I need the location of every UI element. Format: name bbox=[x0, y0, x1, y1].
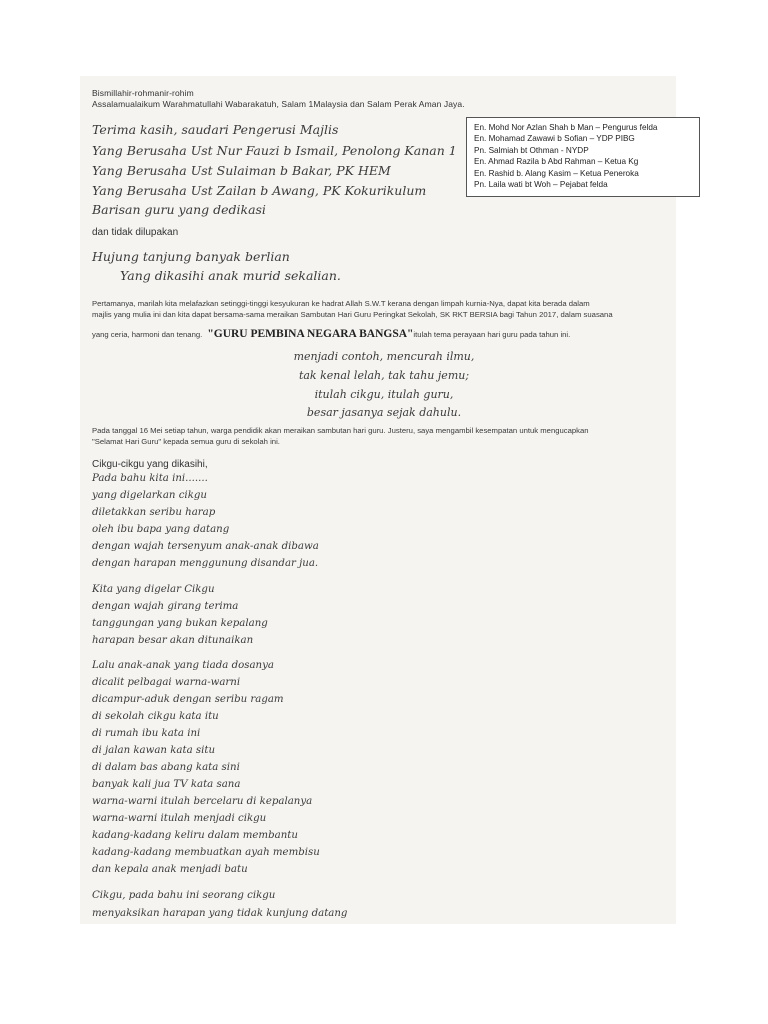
guest-list-item: En. Mohamad Zawawi b Sofian – YDP PIBG bbox=[474, 134, 635, 144]
poem-line: kadang-kadang membuatkan ayah membisu bbox=[92, 847, 320, 858]
poem-line: dicalit pelbagai warna-warni bbox=[92, 677, 241, 688]
poem-line: dan kepala anak menjadi batu bbox=[92, 864, 248, 875]
poem-line: dengan wajah girang terima bbox=[92, 601, 239, 612]
poem-line: warna-warni itulah menjadi cikgu bbox=[92, 813, 267, 824]
poem-line: warna-warni itulah bercelaru di kepalanya bbox=[92, 796, 313, 807]
intro-line-suffix: itulah tema perayaan hari guru pada tahun ini. bbox=[413, 330, 571, 339]
date-paragraph-line: "Selamat Hari Guru" kepada semua guru di sekolah ini. bbox=[92, 437, 280, 446]
guest-list-item: En. Ahmad Razila b Abd Rahman – Ketua Kg bbox=[474, 157, 639, 167]
poem-line: kadang-kadang keliru dalam membantu bbox=[92, 830, 298, 841]
center-verse-line: itulah cikgu, itulah guru, bbox=[314, 388, 454, 401]
poem-line: di sekolah cikgu kata itu bbox=[92, 711, 219, 722]
date-paragraph-line: Pada tanggal 16 Mei setiap tahun, warga pendidik akan meraikan sambutan hari guru. Justeru, saya mengambil kesempatan untuk mengucapkan bbox=[92, 426, 589, 435]
pantun-line: Hujung tanjung banyak berlian bbox=[92, 249, 290, 264]
poem-line: diletakkan seribu harap bbox=[92, 507, 216, 518]
poem-line: di dalam bas abang kata sini bbox=[92, 762, 240, 773]
poem-line: dicampur-aduk dengan seribu ragam bbox=[92, 694, 284, 705]
poem-line: yang digelarkan cikgu bbox=[92, 490, 207, 501]
poem-line: dengan harapan menggunung disandar jua. bbox=[92, 558, 319, 569]
intro-line-prefix: yang ceria, harmoni dan tenang. bbox=[92, 330, 203, 339]
intro-line: Pertamanya, marilah kita melafazkan setinggi-tinggi kesyukuran ke hadrat Allah S.W.T kerana dengan limpah kurnia-Nya, dapat kita berada dalam bbox=[92, 299, 590, 308]
poem-line: di rumah ibu kata ini bbox=[92, 728, 201, 739]
poem-line: di jalan kawan kata situ bbox=[92, 745, 216, 756]
bismillah-line: Bismillahir-rohmanir-rohim bbox=[92, 88, 194, 98]
poem-line: Kita yang digelar Cikgu bbox=[92, 584, 215, 595]
greeting-line: Terima kasih, saudari Pengerusi Majlis bbox=[92, 122, 339, 137]
poem-line: Lalu anak-anak yang tiada dosanya bbox=[92, 660, 274, 671]
poem-line: Pada bahu kita ini....... bbox=[92, 473, 208, 484]
poem-line: harapan besar akan ditunaikan bbox=[92, 635, 254, 646]
poem-line: banyak kali jua TV kata sana bbox=[92, 779, 241, 790]
center-verse-line: tak kenal lelah, tak tahu jemu; bbox=[298, 369, 470, 382]
poem-line: oleh ibu bapa yang datang bbox=[92, 524, 230, 535]
guest-list-item: En. Mohd Nor Azlan Shah b Man – Pengurus felda bbox=[474, 123, 658, 132]
address-line: Cikgu-cikgu yang dikasihi, bbox=[92, 459, 208, 470]
guest-list-item: En. Rashid b. Alang Kasim – Ketua Peneroka bbox=[474, 168, 639, 178]
guest-list-item: Pn. Laila wati bt Woh – Pejabat felda bbox=[474, 180, 608, 190]
greeting-line: Yang Berusaha Ust Sulaiman b Bakar, PK HEM bbox=[92, 163, 391, 178]
greeting-line: Yang Berusaha Ust Zailan b Awang, PK Kokurikulum bbox=[92, 183, 427, 198]
poem-line: dengan wajah tersenyum anak-anak dibawa bbox=[92, 541, 319, 552]
poem-line: tanggungan yang bukan kepalang bbox=[92, 618, 268, 629]
poem-line: Cikgu, pada bahu ini seorang cikgu bbox=[92, 890, 276, 901]
pantun-line: Yang dikasihi anak murid sekalian. bbox=[120, 268, 341, 283]
intro-theme-line bbox=[92, 322, 570, 341]
center-verse-line: menjadi contoh, mencurah ilmu, bbox=[293, 350, 475, 363]
poem-line: menyaksikan harapan yang tidak kunjung datang bbox=[92, 908, 348, 919]
guest-list-item: Pn. Salmiah bt Othman - NYDP bbox=[474, 145, 589, 155]
guest-list-box bbox=[466, 117, 700, 197]
theme-title: "GURU PEMBINA NEGARA BANGSA" bbox=[207, 328, 414, 340]
greeting-line: Barisan guru yang dedikasi bbox=[92, 202, 266, 217]
intro-line: majlis yang mulia ini dan kita dapat bersama-sama meraikan Sambutan Hari Guru Peringkat Sekolah, SK RKT BERSIA bagi Tahun 2017, dalam suasana bbox=[92, 310, 613, 319]
not-forgotten-line: dan tidak dilupakan bbox=[92, 227, 179, 238]
salam-line: Assalamualaikum Warahmatullahi Wabarakatuh, Salam 1Malaysia dan Salam Perak Aman Jaya. bbox=[92, 99, 465, 109]
greeting-line: Yang Berusaha Ust Nur Fauzi b Ismail, Penolong Kanan 1 bbox=[92, 143, 457, 158]
center-verse-line: besar jasanya sejak dahulu. bbox=[306, 406, 462, 419]
